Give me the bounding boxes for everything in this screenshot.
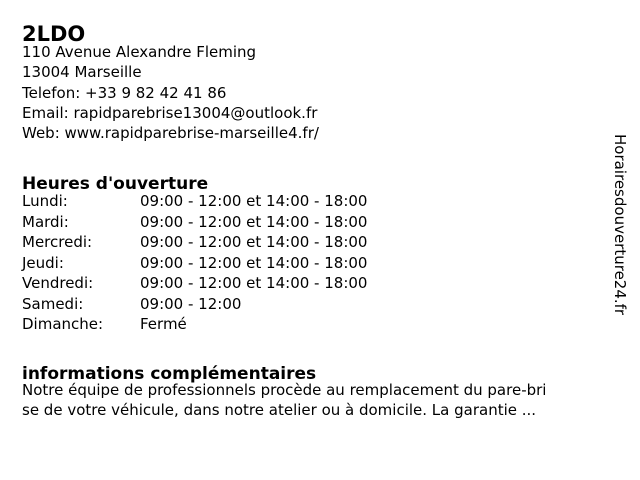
table-row [22,191,367,212]
hours-value: 09:00 - 12:00 et 14:00 - 18:00 [140,274,368,292]
day-label: Jeudi: [22,253,64,272]
hours-value: 09:00 - 12:00 et 14:00 - 18:00 [140,253,368,272]
day-label: Vendredi: [22,274,94,292]
opening-hours-heading: Heures d'ouverture [22,174,209,195]
table-row [22,212,367,233]
day-label: Mercredi: [22,233,93,251]
address-city: 13004 Marseille [22,63,142,82]
hours-value: 09:00 - 12:00 [140,294,242,313]
additional-info-heading: informations complémentaires [22,364,317,385]
table-row [22,253,367,274]
web-line: Web: www.rapidparebrise-marseille4.fr/ [22,124,319,143]
opening-hours-table [22,191,367,335]
table-row [22,314,367,335]
address-street: 110 Avenue Alexandre Fleming [22,43,257,61]
additional-info-text [22,380,546,421]
info-text-line: Notre équipe de professionnels procède au remplacement du pare-bri [22,381,547,399]
table-row [22,294,367,315]
hours-value: 09:00 - 12:00 et 14:00 - 18:00 [140,233,368,251]
day-label: Dimanche: [22,315,104,333]
watermark-site-label: Horairesdouverture24.fr [611,134,629,316]
table-row [22,232,367,253]
email-line: Email: rapidparebrise13004@outlook.fr [22,103,318,122]
table-row [22,273,367,294]
business-name: 2LDO [22,22,86,47]
day-label: Lundi: [22,192,68,210]
day-label: Mardi: [22,212,69,231]
contact-block [22,42,319,143]
day-label: Samedi: [22,294,84,313]
hours-value: 09:00 - 12:00 et 14:00 - 18:00 [140,212,368,231]
info-text-line: se de votre véhicule, dans notre atelier ou à domicile. La garantie ... [22,401,537,420]
hours-value: 09:00 - 12:00 et 14:00 - 18:00 [140,192,368,210]
phone-line: Telefon: +33 9 82 42 41 86 [22,83,227,102]
hours-value: Fermé [140,315,187,333]
